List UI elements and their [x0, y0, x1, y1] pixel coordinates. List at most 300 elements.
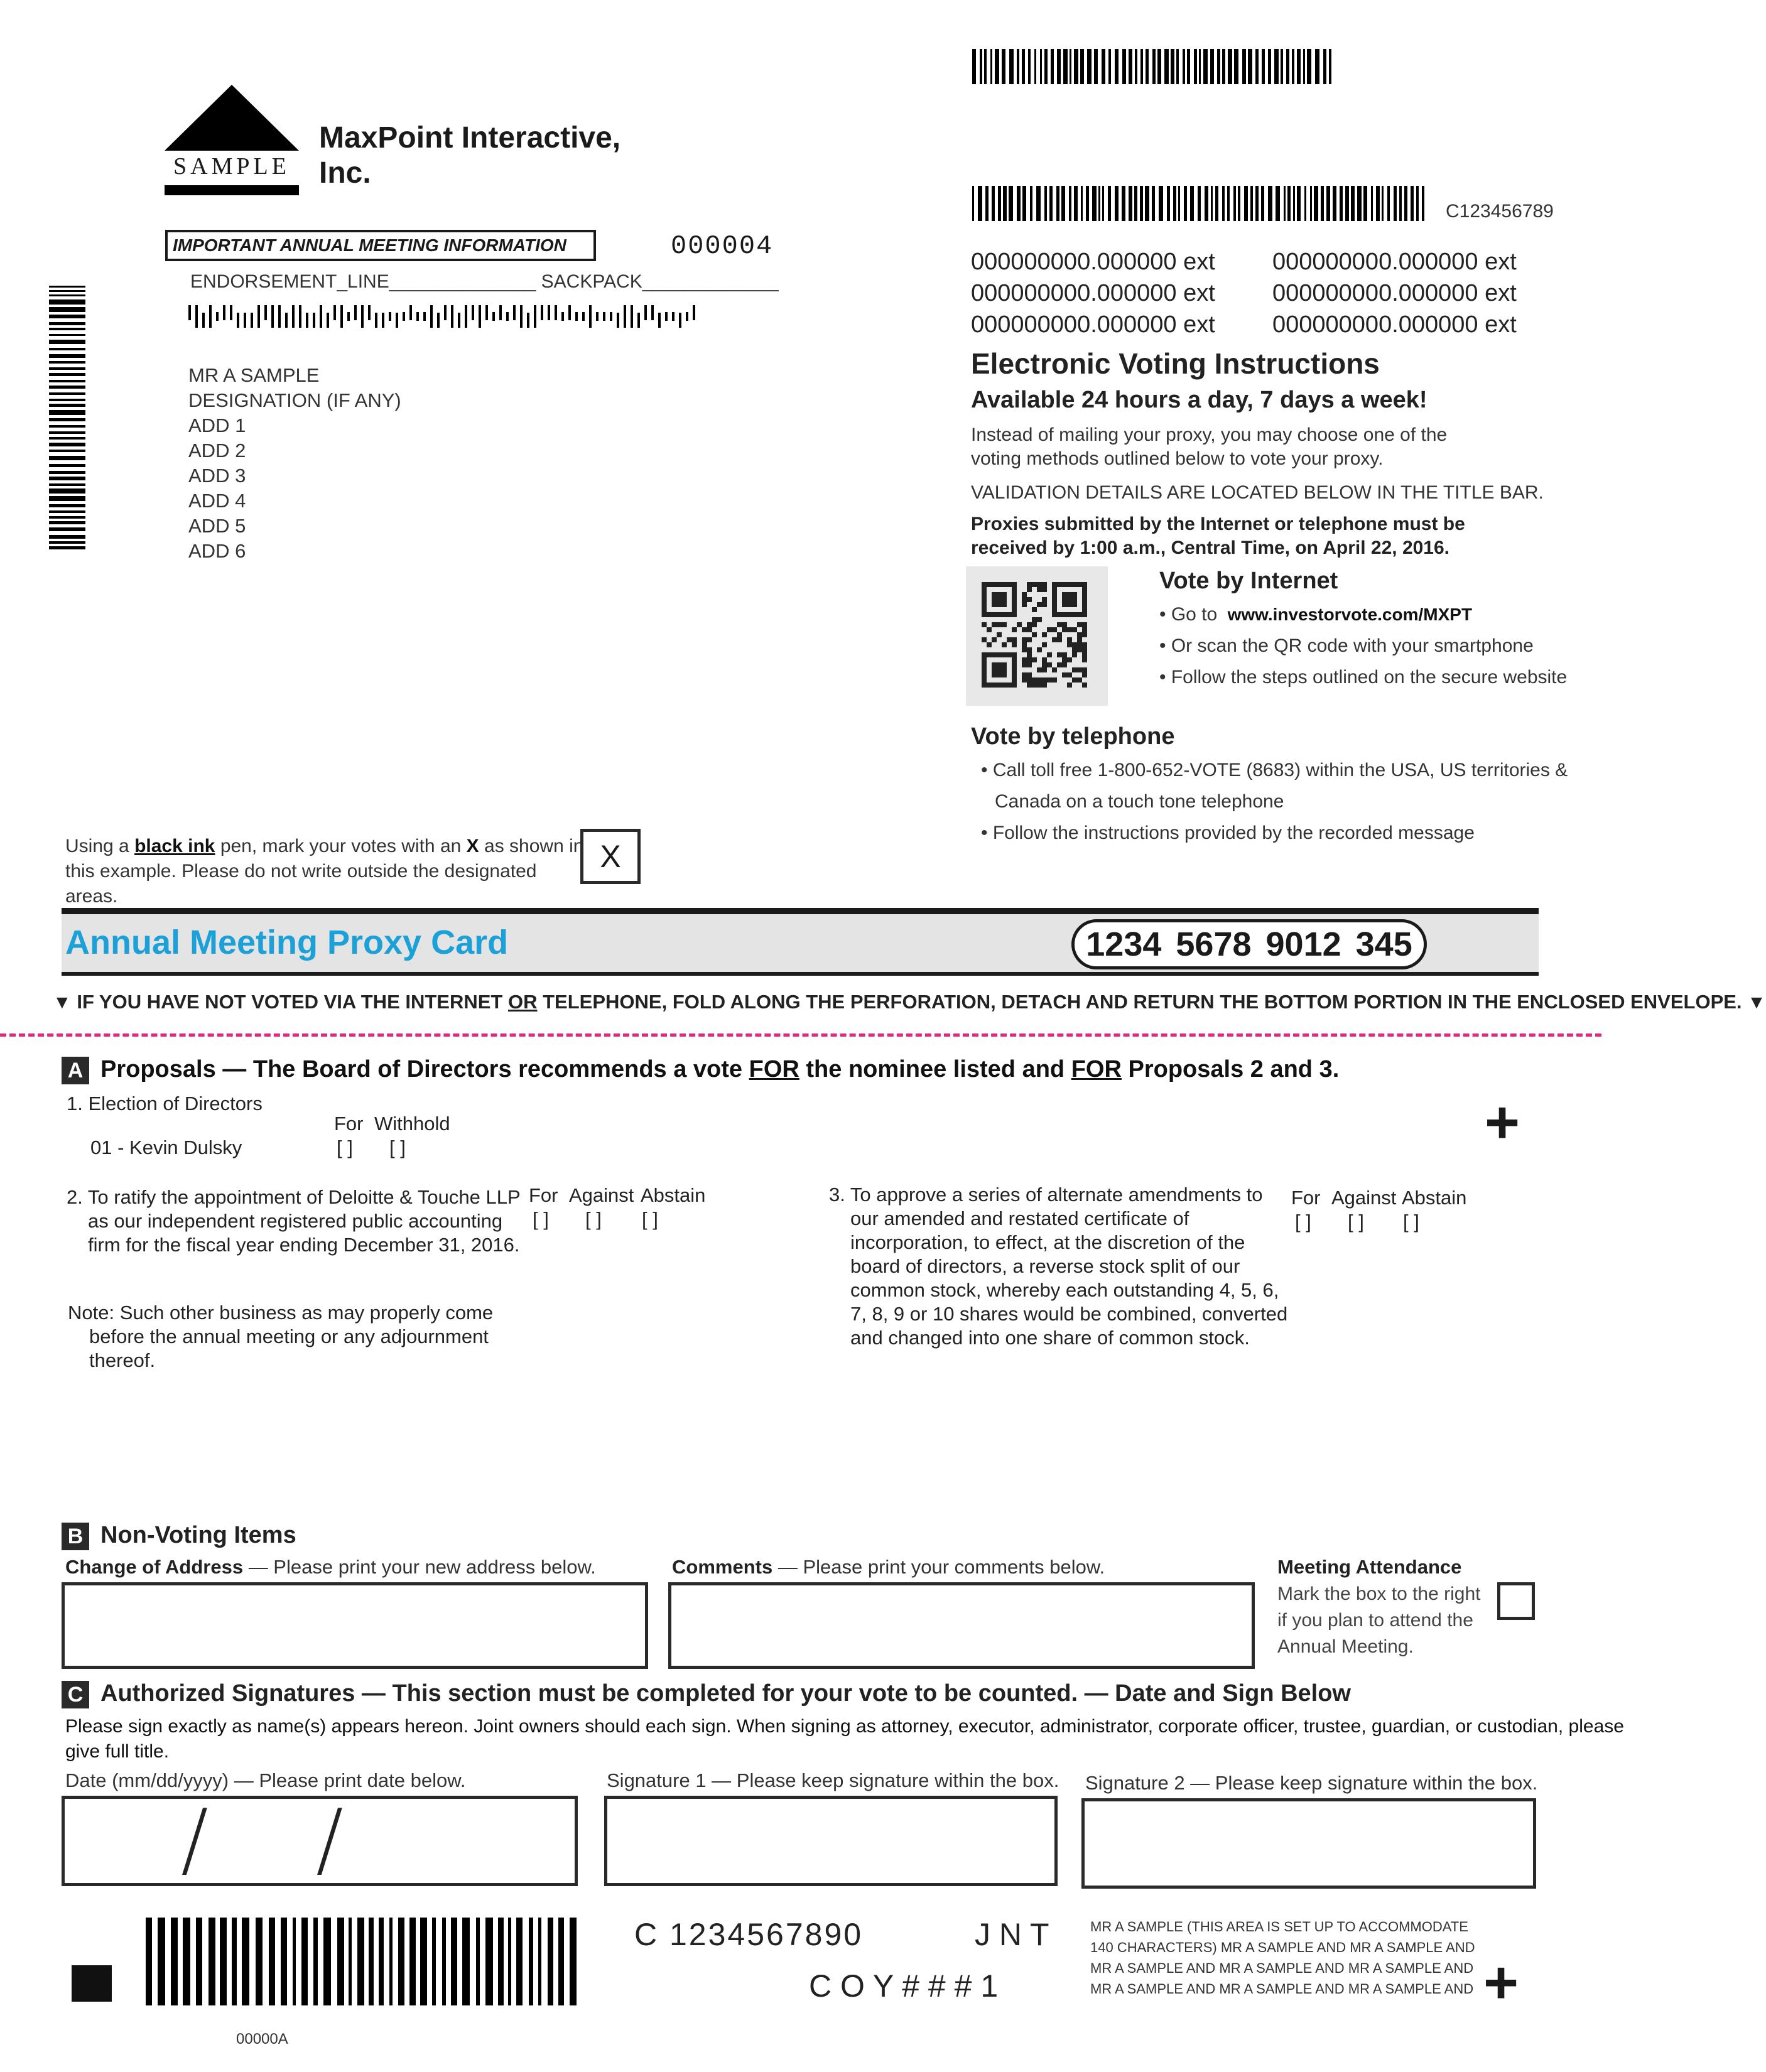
barcode-bar — [1098, 186, 1100, 221]
barcode-bar — [665, 312, 668, 321]
date-slash-1: / — [181, 1791, 209, 1887]
registration-names — [1090, 1916, 1475, 1999]
internet-go-label: • Go to — [1159, 604, 1218, 625]
barcode-bar — [1002, 49, 1005, 84]
barcode-bar — [631, 305, 633, 328]
barcode-bar — [610, 312, 612, 321]
address-line: ADD 1 — [188, 414, 246, 436]
barcode-bar — [1250, 186, 1253, 221]
signature-1-field[interactable] — [604, 1796, 1058, 1886]
barcode-bar — [1049, 186, 1053, 221]
account-number: 000000000.000000 ext — [1272, 249, 1517, 275]
barcode-bar — [548, 1918, 553, 2005]
date-field[interactable] — [62, 1791, 578, 1887]
barcode-bar — [49, 443, 85, 446]
barcode-bar — [1222, 186, 1225, 221]
proposal-2-line: 2. To ratify the appointment of Deloitte & Touche LLP — [67, 1186, 521, 1208]
voting-title: Electronic Voting Instructions — [971, 347, 1380, 380]
qr-module — [1042, 597, 1047, 602]
qr-module — [1037, 647, 1042, 652]
barcode-bar — [220, 1918, 227, 2005]
signature-2-field[interactable] — [1081, 1798, 1536, 1889]
p1-for-checkbox[interactable]: [ ] — [337, 1136, 353, 1158]
barcode-bar — [49, 404, 85, 407]
barcode-bar — [158, 1918, 165, 2005]
barcode-bar — [333, 305, 336, 320]
qr-module — [982, 582, 1017, 587]
p3-abstain-checkbox[interactable]: [ ] — [1403, 1211, 1419, 1233]
qr-module — [1052, 667, 1057, 672]
validation-note: VALIDATION DETAILS ARE LOCATED BELOW IN THE TITLE BAR. — [971, 482, 1544, 503]
barcode-bar — [1411, 186, 1414, 221]
barcode-bar — [589, 305, 592, 328]
p3-for-checkbox[interactable]: [ ] — [1295, 1211, 1311, 1233]
internet-steps: • Follow the steps outlined on the secure website — [1159, 667, 1568, 688]
barcode-bar — [49, 456, 85, 460]
barcode-bar — [538, 1918, 541, 2005]
barcode-bar — [1303, 49, 1305, 84]
barcode-bar — [1003, 186, 1007, 221]
barcode-bar — [1190, 186, 1194, 221]
attendance-line: Annual Meeting. — [1277, 1636, 1414, 1657]
barcode-bar — [49, 373, 85, 376]
barcode-bar — [403, 312, 405, 321]
qr-module — [1052, 627, 1057, 632]
barcode-bar — [1268, 186, 1272, 221]
barcode-bar — [49, 328, 85, 330]
barcode-bar — [516, 1918, 523, 2005]
proposal-1-title: 1. Election of Directors — [67, 1093, 263, 1114]
barcode-bar — [568, 305, 571, 320]
registration-plus-icon: + — [1485, 1089, 1520, 1156]
fold-notice — [53, 991, 1766, 1013]
qr-module — [1042, 657, 1047, 662]
p2-for-checkbox[interactable]: [ ] — [533, 1208, 549, 1230]
barcode-bar — [49, 510, 85, 513]
qr-module — [1077, 637, 1082, 642]
qr-module — [992, 622, 997, 627]
company-name — [319, 121, 620, 191]
barcode-bar — [1152, 186, 1155, 221]
qr-module — [1057, 652, 1062, 657]
barcode-bar — [1234, 49, 1238, 84]
barcode-bar — [1022, 49, 1025, 84]
barcode-bar — [327, 313, 329, 328]
barcode-bar — [1422, 186, 1424, 221]
proxy-card-title: Annual Meeting Proxy Card — [65, 924, 509, 961]
note-line: before the annual meeting or any adjournment — [89, 1325, 489, 1347]
qr-module — [1047, 652, 1052, 657]
qr-module — [1082, 652, 1087, 657]
barcode-bar — [1044, 186, 1047, 221]
p3-against-checkbox[interactable]: [ ] — [1348, 1211, 1364, 1233]
mailing-address — [188, 363, 401, 564]
barcode-bar — [1211, 186, 1213, 221]
barcode-bar — [357, 1918, 364, 2005]
barcode-bar — [49, 380, 85, 382]
barcode-bar — [306, 313, 308, 328]
barcode-bar — [1276, 186, 1280, 221]
barcode-bar — [292, 305, 295, 328]
internet-qr-note: • Or scan the QR code with your smartphone — [1159, 635, 1534, 656]
endorsement-line: ENDORSEMENT_LINE______________ SACKPACK_____________ — [190, 271, 779, 292]
comments-title: Comments — [672, 1556, 773, 1578]
bottom-barcode — [146, 1918, 579, 2005]
p2-against-checkbox[interactable]: [ ] — [585, 1208, 602, 1230]
qr-module — [1037, 667, 1042, 672]
barcode-bar — [223, 305, 225, 320]
barcode-bar — [1108, 186, 1111, 221]
section-c-letter: C — [62, 1681, 89, 1708]
barcode-bar — [1040, 49, 1042, 84]
top-barcode — [972, 49, 1334, 84]
barcode-bar — [1176, 49, 1179, 84]
barcode-bar — [1286, 49, 1289, 84]
barcode-bar — [1140, 49, 1143, 84]
barcode-bar — [686, 312, 688, 321]
barcode-bar — [1228, 49, 1232, 84]
account-number: 000000000.000000 ext — [971, 249, 1215, 275]
barcode-bar — [492, 312, 495, 321]
barcode-bar — [995, 49, 999, 84]
barcode-bar — [49, 307, 85, 312]
barcode-bar — [1304, 186, 1306, 221]
side-barcode — [49, 286, 85, 556]
barcode-bar — [462, 1918, 470, 2005]
qr-module — [1077, 667, 1082, 672]
qr-module — [1022, 602, 1027, 607]
barcode-bar — [1323, 49, 1326, 84]
barcode-bar — [1333, 186, 1336, 221]
x-emphasis: X — [466, 836, 479, 856]
barcode-bar — [389, 1918, 393, 2005]
barcode-bar — [1244, 186, 1248, 221]
qr-module — [1042, 683, 1047, 688]
qr-module — [1062, 622, 1067, 627]
barcode-bar — [49, 418, 85, 421]
barcode-bar — [340, 305, 343, 328]
other-business-note — [68, 1301, 493, 1373]
qr-module — [1082, 667, 1087, 672]
barcode-bar — [1092, 186, 1097, 221]
barcode-bar — [49, 437, 85, 440]
barcode-bar — [1164, 49, 1169, 84]
barcode-bar — [430, 305, 433, 328]
qr-module — [1057, 622, 1062, 627]
barcode-bar — [479, 305, 481, 328]
barcode-bar — [555, 305, 557, 320]
qr-module — [1027, 627, 1032, 632]
qr-module — [1067, 627, 1072, 632]
barcode-bar — [1357, 186, 1362, 221]
change-of-address-field[interactable] — [62, 1582, 648, 1669]
barcode-bar — [382, 313, 384, 328]
barcode-bar — [1108, 49, 1111, 84]
p1-col-withhold: Withhold — [374, 1113, 450, 1135]
barcode-bar — [49, 464, 85, 467]
barcode-bar — [269, 1918, 275, 2005]
barcode-bar — [49, 334, 85, 336]
barcode-bar — [1416, 186, 1419, 221]
qr-module — [1052, 582, 1057, 617]
barcode-bar — [442, 1918, 446, 2005]
qr-module — [1062, 672, 1067, 677]
barcode-bar — [49, 399, 85, 401]
barcode-bar — [561, 312, 564, 321]
barcode-bar — [1102, 186, 1104, 221]
barcode-bar — [1297, 49, 1301, 84]
qr-module — [1062, 662, 1067, 667]
account-number: 000000000.000000 ext — [971, 280, 1215, 306]
qr-module — [992, 592, 1007, 607]
instructions-line-2: this example. Please do not write outside the designated areas. — [65, 861, 537, 907]
qr-module — [1042, 662, 1047, 667]
barcode-bar — [1086, 186, 1089, 221]
barcode-bar — [409, 1918, 416, 2005]
barcode-bar — [49, 361, 85, 364]
qr-module — [1032, 657, 1037, 662]
barcode-bar — [485, 1918, 493, 2005]
barcode-bar — [183, 1918, 190, 2005]
barcode-bar — [992, 186, 995, 221]
barcode-bar — [1184, 186, 1187, 221]
barcode-bar — [534, 305, 536, 328]
barcode-bar — [1326, 186, 1330, 221]
barcode-bar — [313, 313, 315, 328]
barcode-bar — [1297, 186, 1301, 221]
qr-module — [1072, 677, 1077, 683]
barcode-bar — [1210, 49, 1214, 84]
voting-deadline: Proxies submitted by the Internet or telephone must be received by 1:00 a.m., Central Time, on April 22, 2016. — [971, 514, 1465, 558]
barcode-bar — [1145, 186, 1149, 221]
barcode-bar — [49, 367, 85, 370]
barcode-bar — [1268, 49, 1271, 84]
qr-module — [1067, 642, 1072, 647]
qr-module — [1067, 657, 1072, 662]
barcode-bar — [596, 312, 599, 321]
barcode-bar — [379, 1918, 384, 2005]
barcode-bar — [617, 313, 619, 328]
barcode-bar — [1194, 49, 1197, 84]
barcode-bar — [1387, 186, 1390, 221]
barcode-bar — [1351, 186, 1355, 221]
qr-module — [1067, 637, 1072, 642]
qr-module — [1022, 672, 1027, 677]
qr-module — [1082, 622, 1087, 627]
barcode-bar — [1028, 49, 1031, 84]
qr-module — [1027, 622, 1032, 627]
example-mark: X — [600, 839, 621, 874]
qr-module — [1082, 683, 1087, 688]
section-b-title: Non-Voting Items — [100, 1522, 296, 1548]
qr-module — [1077, 677, 1082, 683]
important-info-box — [165, 230, 596, 261]
qr-code-icon — [966, 566, 1108, 706]
account-numbers-left — [971, 246, 1215, 340]
coy-code: C O Y # # # 1 — [809, 1968, 999, 2004]
qr-module — [1062, 652, 1067, 657]
barcode-bar — [1044, 49, 1048, 84]
barcode-bar — [990, 49, 992, 84]
barcode-bar — [1134, 186, 1137, 221]
signature-instruction-line: give full title. — [65, 1741, 170, 1762]
barcode-bar — [49, 535, 85, 539]
barcode-bar — [301, 1918, 308, 2005]
barcode-bar — [349, 1918, 352, 2005]
comments-label — [672, 1556, 1105, 1578]
barcode-bar — [49, 294, 85, 296]
barcode-bar — [396, 313, 398, 328]
registration-line: MR A SAMPLE AND MR A SAMPLE AND MR A SAMPLE AND — [1090, 1960, 1474, 1976]
qr-module — [1032, 582, 1037, 587]
barcode-bar — [1070, 49, 1071, 84]
barcode-bar — [1135, 49, 1137, 84]
qr-module — [1027, 597, 1032, 602]
qr-module — [1072, 667, 1077, 672]
date-label: Date (mm/dd/yyyy) — Please print date below. — [65, 1769, 466, 1791]
barcode-bar — [672, 312, 674, 321]
signature-1-label: Signature 1 — Please keep signature within the box. — [607, 1769, 1059, 1791]
barcode-bar — [1292, 49, 1294, 84]
control-number: C 1234567890 — [634, 1917, 864, 1952]
qr-module — [987, 627, 992, 632]
registration-line: MR A SAMPLE AND MR A SAMPLE AND MR A SAMPLE AND — [1090, 1981, 1474, 1997]
qr-module — [1042, 587, 1047, 592]
fold-arrow-icon: ▼ — [1747, 992, 1766, 1013]
p2-abstain-checkbox[interactable]: [ ] — [642, 1208, 658, 1230]
qr-module — [1037, 683, 1042, 688]
qr-module — [1052, 677, 1057, 683]
barcode-bar — [420, 1918, 427, 2005]
barcode-bar — [49, 488, 85, 494]
barcode-bar — [49, 299, 85, 305]
internet-url[interactable]: www.investorvote.com/MXPT — [1227, 605, 1473, 624]
barcode-bar — [1307, 49, 1311, 84]
instructions-text: pen, mark your votes with an — [220, 836, 462, 856]
qr-module — [1082, 647, 1087, 652]
barcode-bar — [558, 1918, 564, 2005]
p2-col-for: For — [529, 1184, 558, 1206]
qr-module — [1062, 592, 1077, 607]
barcode-bar — [49, 516, 85, 519]
account-numbers-right — [1272, 246, 1517, 340]
barcode-bar — [313, 1918, 318, 2005]
proposal-3-line: common stock, whereby each outstanding 4, 5, 6, — [850, 1279, 1279, 1301]
qr-module — [1002, 642, 1007, 647]
barcode-bar — [1222, 49, 1225, 84]
barcode-bar — [1321, 186, 1324, 221]
barcode-bar — [658, 313, 661, 328]
qr-module — [1047, 677, 1052, 683]
barcode-bar — [1215, 186, 1218, 221]
barcode-bar — [209, 305, 212, 328]
qr-module — [1072, 642, 1077, 647]
barcode-bar — [49, 504, 85, 507]
form-code: 00000A — [236, 2031, 288, 2048]
p3-col-for: For — [1291, 1187, 1321, 1209]
comments-field[interactable] — [668, 1582, 1255, 1669]
qr-module — [1022, 592, 1027, 597]
barcode-bar — [1173, 186, 1176, 221]
qr-module — [1022, 647, 1027, 652]
qr-module — [1012, 652, 1017, 688]
barcode-bar — [1394, 186, 1397, 221]
qr-module — [1022, 662, 1027, 667]
meeting-attendance-text — [1277, 1581, 1481, 1660]
proposal-3-line: 7, 8, 9 or 10 shares would be combined, converted — [850, 1303, 1288, 1325]
qr-module — [1042, 667, 1047, 672]
change-of-address-title: Change of Address — [65, 1556, 244, 1578]
barcode-bar — [49, 541, 85, 544]
address-line: ADD 4 — [188, 490, 246, 512]
address-line: ADD 5 — [188, 515, 246, 537]
barcode-bar — [972, 49, 976, 84]
barcode-bar — [320, 305, 322, 328]
fold-or: OR — [508, 991, 538, 1013]
barcode-bar — [232, 1918, 237, 2005]
barcode-bar — [278, 305, 281, 328]
barcode-bar — [693, 305, 695, 320]
qr-module — [1027, 683, 1032, 688]
barcode-bar — [49, 471, 85, 474]
meeting-attendance-checkbox[interactable] — [1497, 1582, 1535, 1620]
account-number: 000000000.000000 ext — [1272, 311, 1517, 338]
p1-withhold-checkbox[interactable]: [ ] — [389, 1136, 406, 1158]
qr-module — [1027, 672, 1032, 677]
barcode-bar — [337, 1918, 344, 2005]
barcode-bar — [264, 305, 267, 320]
attendance-line: if you plan to attend the — [1277, 1610, 1473, 1631]
barcode-bar — [202, 313, 205, 328]
barcode-bar — [1198, 186, 1201, 221]
barcode-bar — [984, 49, 987, 84]
qr-module — [1082, 657, 1087, 662]
qr-module — [982, 652, 1017, 657]
barcode-bar — [1284, 186, 1286, 221]
barcode-bar — [323, 1918, 331, 2005]
proposal-2-line: firm for the fiscal year ending December 31, 2016. — [88, 1234, 520, 1256]
barcode-bar — [980, 49, 982, 84]
qr-module — [1027, 677, 1032, 683]
qr-module — [1027, 637, 1032, 642]
barcode-bar — [1274, 49, 1279, 84]
barcode-bar — [513, 305, 516, 320]
qr-module — [1042, 602, 1047, 607]
barcode-bar — [1022, 186, 1026, 221]
barcode-bar — [499, 305, 502, 320]
barcode-bar — [1129, 186, 1132, 221]
qr-module — [1022, 657, 1027, 662]
barcode-bar — [230, 305, 232, 320]
barcode-bar — [188, 305, 191, 320]
barcode-bar — [49, 286, 85, 288]
p3-col-abstain: Abstain — [1402, 1187, 1467, 1209]
company-name-line1: MaxPoint Interactive, — [319, 121, 621, 154]
barcode-bar — [49, 410, 85, 415]
phone-title: Vote by telephone — [971, 723, 1175, 750]
address-line: ADD 6 — [188, 540, 246, 562]
marking-instructions — [65, 834, 593, 909]
barcode-bar — [1009, 49, 1014, 84]
note-line: Note: Such other business as may properly come — [68, 1302, 494, 1324]
section-a-heading — [62, 1056, 1339, 1084]
barcode-bar — [529, 1918, 533, 2005]
change-of-address-hint: — Please print your new address below. — [248, 1556, 596, 1578]
change-of-address-label — [65, 1556, 596, 1578]
account-number: 000000000.000000 ext — [971, 311, 1215, 338]
barcode-bar — [49, 450, 85, 452]
perforation-line — [0, 1033, 1601, 1037]
